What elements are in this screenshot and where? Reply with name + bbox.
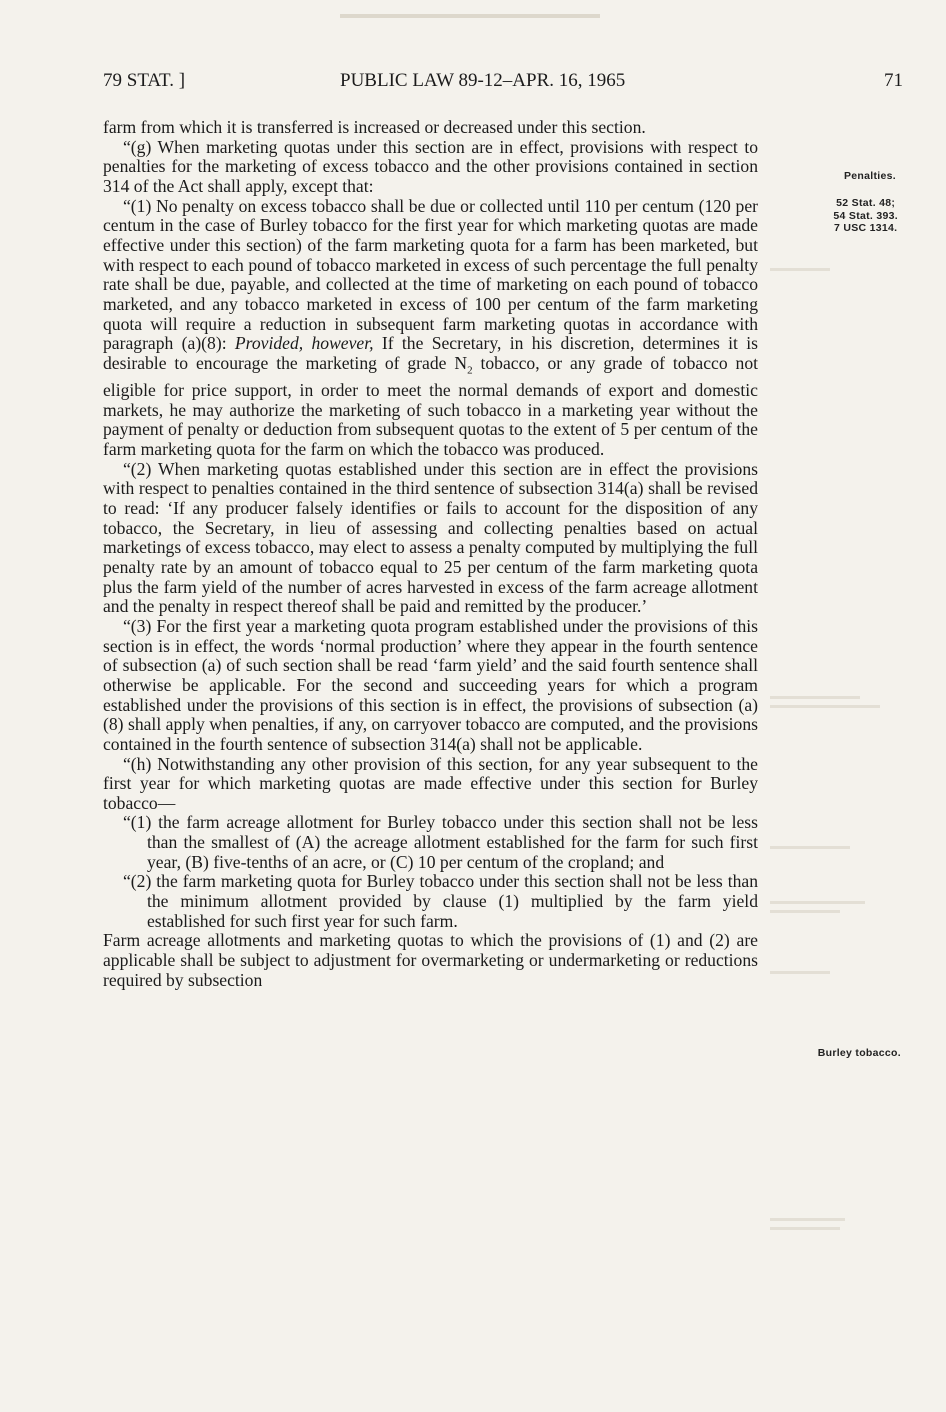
text-segment: If the Secretary, in his discretion, determines it is desirable to encourage the marketing of grade N bbox=[103, 333, 758, 373]
margin-note-penalties: Penalties. bbox=[843, 170, 896, 182]
bleed-through bbox=[770, 895, 900, 935]
text-segment: “(1) No penalty on excess tobacco shall be due or collected until 110 per centum (120 per centum in the case of Burley tobacco for the first year for which marketing quotas are made effective under this section) of the farm marketing quota for a farm has been marketed, but with respect to each pound of tobacco marketed in excess of such percentage the full penalty rate shall be due, payable, and collected at the time of marketing on each pound of tobacco marketed, and any tobacco marketed in excess of 100 per centum of the farm marketing quota will require a reduction in subsequent farm marketing quotas in accordance with paragraph (a)(8): bbox=[103, 195, 758, 354]
bleed-through bbox=[770, 1212, 900, 1252]
statute-body bbox=[103, 118, 758, 990]
bleed-through bbox=[770, 840, 900, 880]
page-number: 71 bbox=[884, 70, 903, 91]
margin-note-citation bbox=[833, 197, 898, 235]
paragraph-g: “(g) When marketing quotas under this section are in effect, provisions with respect to penalties for the marketing of excess tobacco and the other provisions contained in section 314 of the Act shall apply, except that: bbox=[103, 136, 758, 196]
bleed-through bbox=[770, 690, 900, 730]
citation-line: 54 Stat. 393. bbox=[833, 209, 898, 222]
paragraph-continuation: farm from which it is transferred is increased or decreased under this section. bbox=[103, 117, 646, 137]
bleed-through bbox=[770, 262, 900, 302]
law-title: PUBLIC LAW 89-12–APR. 16, 1965 bbox=[340, 70, 626, 91]
subscript: 2 bbox=[467, 364, 473, 377]
scan-mark bbox=[340, 14, 600, 18]
paragraph-g-1 bbox=[103, 197, 758, 460]
paragraph-g-3: “(3) For the first year a marketing quota program established under the provisions of this section is in effect, the words ‘normal production’ where they appear in the fourth sentence of subsection (a) of such section shall be read ‘farm yield’ and the said fourth sentence shall otherwise be applicable. For the second and succeeding years for which a program established under the provisions of this section is in effect, the provisions of subsection (a)(8) shall apply when penalties, if any, on carryover tobacco are computed, and the provisions contained in the fourth sentence of subsection 314(a) shall not be applicable. bbox=[103, 615, 758, 754]
paragraph-final: Farm acreage allotments and marketing quotas to which the provisions of (1) and (2) are applicable shall be subject to adjustment for overmarketing or undermarketing or reductions required by subsection bbox=[103, 930, 758, 990]
proviso-emphasis: Provided, however, bbox=[234, 333, 374, 354]
volume-reference: 79 STAT. ] bbox=[103, 70, 186, 91]
paragraph-h-2: “(2) the farm marketing quota for Burley tobacco under this section shall not be less than the minimum allotment provided by clause (1) multiplied by the farm yield established for such first year for such farm. bbox=[123, 871, 758, 931]
paragraph-g-2: “(2) When marketing quotas established under this section are in effect the provisions with respect to penalties contained in the third sentence of subsection 314(a) shall be revised to read: ‘If any producer falsely identifies or fails to account for the disposition of any tobacco, the Secretary, in lieu of assessing and collecting penalties based on actual marketings of excess tobacco, may elect to assess a penalty computed by multiplying the full penalty rate by an amount of tobacco equal to 25 per centum of the farm marketing quota plus the farm yield of the number of acres harvested in excess of the farm acreage allotment and the penalty in respect thereof shall be paid and remitted by the producer.’ bbox=[103, 458, 758, 617]
margin-note-burley: Burley tobacco. bbox=[817, 1047, 901, 1059]
text-segment: tobacco, or any grade of tobacco not eligible for price support, in order to meet the normal demands of export and domestic markets, he may authorize the marketing of such tobacco in a marketing year without the payment of penalty or deduction from subsequent quotas to the extent of 5 per centum of the farm marketing quota for the farm on which the tobacco was produced. bbox=[103, 352, 758, 460]
citation-line: 52 Stat. 48; bbox=[836, 197, 896, 209]
paragraph-h-1: “(1) the farm acreage allotment for Burley tobacco under this section shall not be less than the smallest of (A) the acreage allotment established for the farm for such first year, (B) five-tenths of an acre, or (C) 10 per centum of the cropland; and bbox=[123, 812, 758, 872]
citation-line: 7 USC 1314. bbox=[833, 222, 898, 234]
page-header bbox=[103, 70, 903, 100]
bleed-through bbox=[770, 965, 900, 1005]
paragraph-h: “(h) Notwithstanding any other provision of this section, for any year subsequent to the first year for which marketing quotas are made effective under this section for Burley tobacco— bbox=[103, 753, 758, 813]
